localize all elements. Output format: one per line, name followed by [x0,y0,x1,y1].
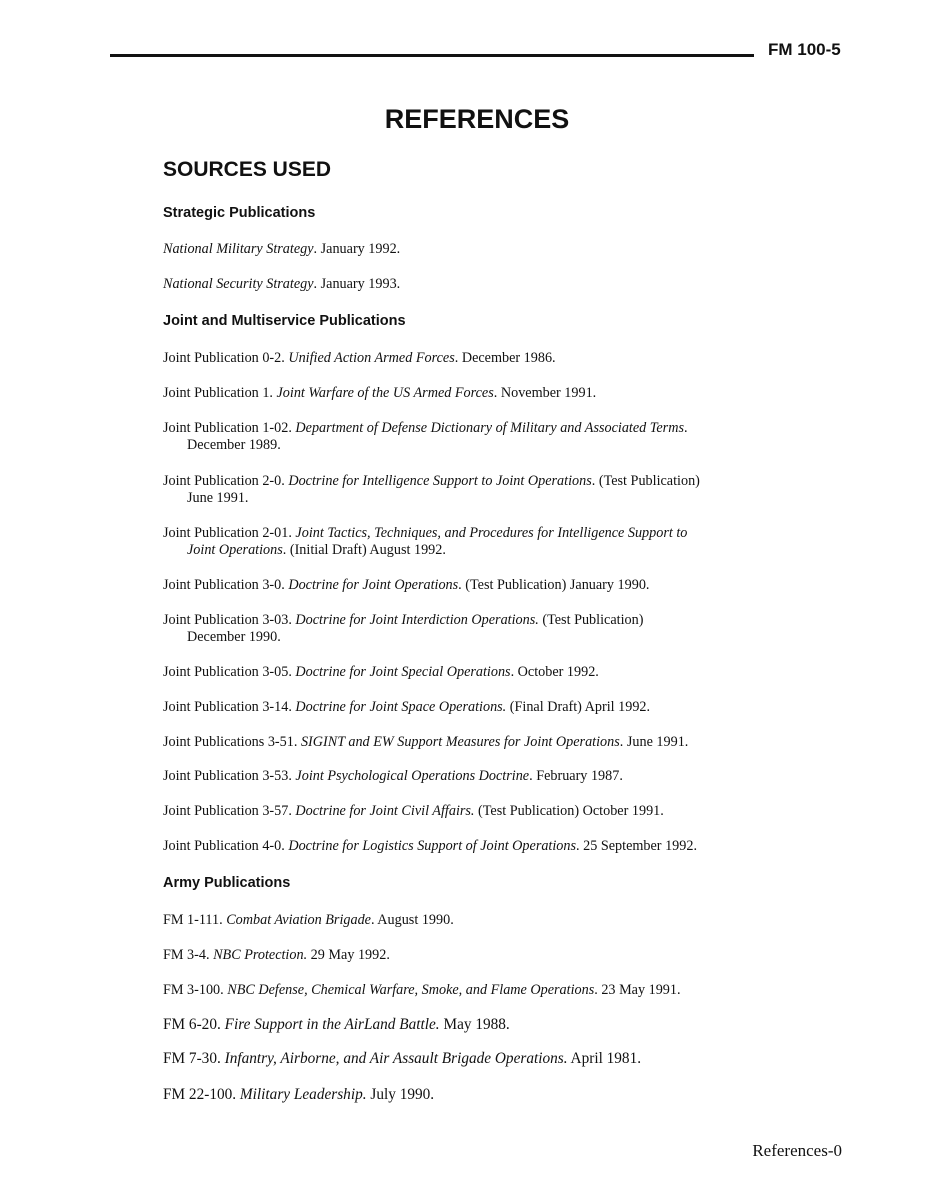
document-id: FM 100-5 [768,40,841,59]
reference-entry: Joint Publication 4-0. Doctrine for Logistics Support of Joint Operations. 25 September 1992. [163,838,697,854]
header-rule [110,54,754,57]
reference-entry: Joint Publication 3-05. Doctrine for Joint Special Operations. October 1992. [163,664,599,680]
reference-entry: Joint Publication 1-02. Department of Defense Dictionary of Military and Associated Terms. December 1989. [163,420,763,454]
entry-continuation: June 1991. [187,490,249,506]
reference-entry: Joint Publication 3-57. Doctrine for Joint Civil Affairs. (Test Publication) October 1991. [163,803,664,819]
reference-entry: FM 3-4. NBC Protection. 29 May 1992. [163,947,390,963]
subsection-strategic: Strategic Publications [163,205,316,221]
reference-entry: Joint Publication 3-53. Joint Psychological Operations Doctrine. February 1987. [163,768,623,784]
page-title: REFERENCES [384,104,570,134]
subsection-joint: Joint and Multiservice Publications [163,313,406,329]
reference-entry: Joint Publication 3-03. Doctrine for Joint Interdiction Operations. (Test Publication) December 1990. [163,612,763,646]
reference-entry: Joint Publication 2-01. Joint Tactics, Techniques, and Procedures for Intelligence Support to Joint Operations. (Initial Draft) August 1992. [163,525,763,559]
section-title: SOURCES USED [163,158,332,181]
reference-entry: National Military Strategy. January 1992. [163,241,401,257]
entry-continuation: Joint Operations. (Initial Draft) August 1992. [187,542,446,558]
reference-entry: National Security Strategy. January 1993. [163,276,401,292]
reference-entry: Joint Publications 3-51. SIGINT and EW Support Measures for Joint Operations. June 1991. [163,734,689,750]
reference-entry: Joint Publication 1. Joint Warfare of the US Armed Forces. November 1991. [163,385,597,401]
reference-entry: FM 22-100. Military Leadership. July 1990. [163,1086,435,1103]
reference-entry: Joint Publication 0-2. Unified Action Armed Forces. December 1986. [163,350,556,366]
entry-continuation: December 1990. [187,629,281,645]
reference-entry: Joint Publication 3-14. Doctrine for Joint Space Operations. (Final Draft) April 1992. [163,699,651,715]
subsection-army: Army Publications [163,875,291,891]
page-number: References-0 [752,1141,842,1160]
reference-entry: FM 1-111. Combat Aviation Brigade. August 1990. [163,912,454,928]
reference-entry: FM 6-20. Fire Support in the AirLand Battle. May 1988. [163,1016,510,1033]
entry-continuation: December 1989. [187,437,281,453]
reference-entry: Joint Publication 3-0. Doctrine for Joint Operations. (Test Publication) January 1990. [163,577,650,593]
reference-entry: FM 7-30. Infantry, Airborne, and Air Assault Brigade Operations. April 1981. [163,1050,642,1067]
reference-entry: Joint Publication 2-0. Doctrine for Intelligence Support to Joint Operations. (Test Publication) June 1991. [163,473,763,507]
reference-entry: FM 3-100. NBC Defense, Chemical Warfare, Smoke, and Flame Operations. 23 May 1991. [163,982,681,998]
